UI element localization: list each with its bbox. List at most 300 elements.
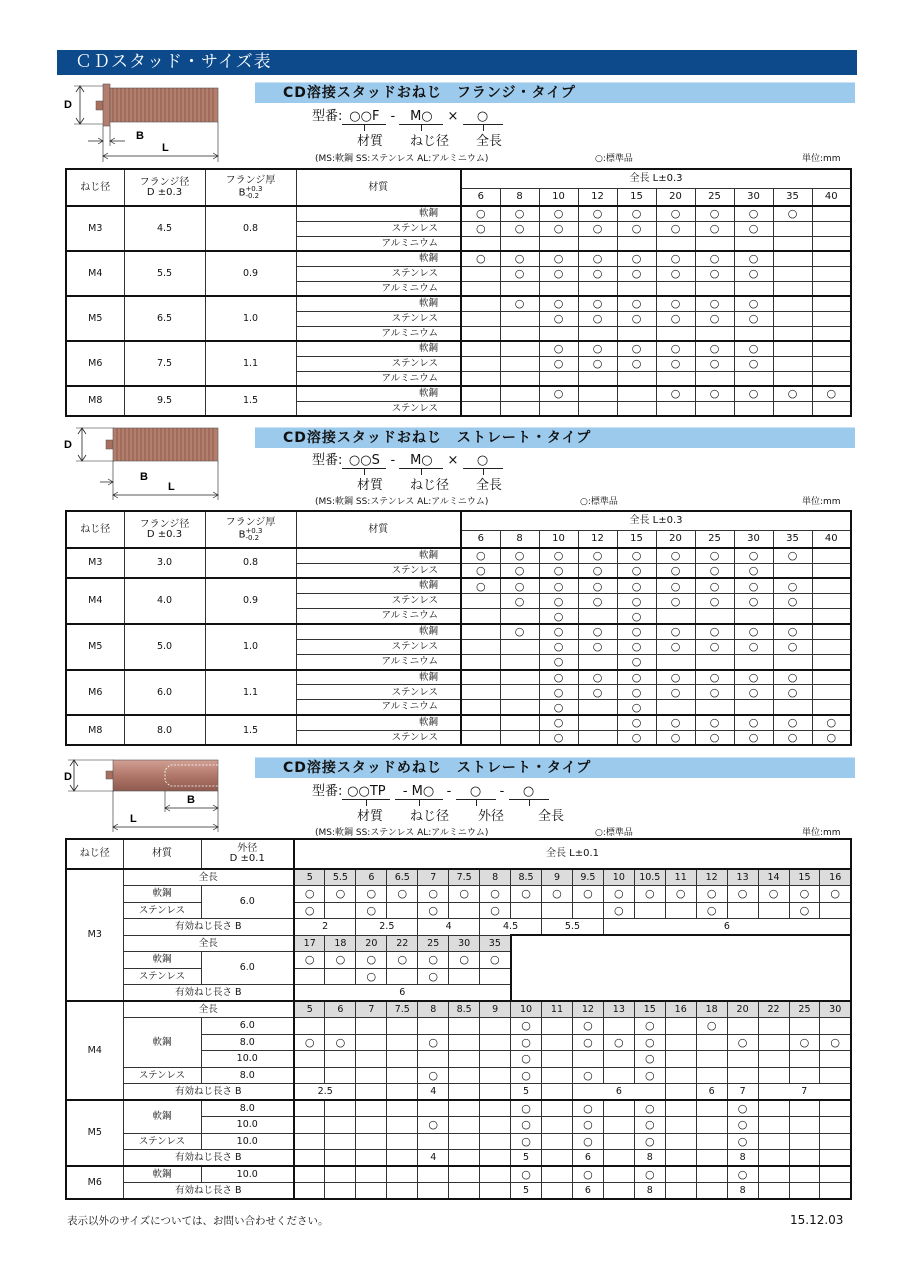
standard-mark: ○ xyxy=(572,1166,603,1183)
length-column-header: 15 xyxy=(789,869,820,886)
section-title-female: CD溶接スタッドめねじ ストレート・タイプ xyxy=(255,757,855,778)
standard-mark: ○ xyxy=(539,206,578,221)
standard-mark: ○ xyxy=(789,902,820,919)
empty-cell xyxy=(665,1166,696,1183)
flange-thickness: 0.8 xyxy=(205,548,296,578)
material: 軟鋼 xyxy=(296,206,461,221)
standard-mark: ○ xyxy=(539,730,578,745)
standard-mark: ○ xyxy=(294,952,325,969)
material: アルミニウム xyxy=(296,371,461,386)
empty-cell xyxy=(734,371,773,386)
standard-mark: ○ xyxy=(500,578,539,593)
standard-mark: ○ xyxy=(617,639,656,654)
model-prefix: 型番: xyxy=(312,453,343,468)
length-column-header: 30 xyxy=(820,1001,851,1018)
empty-cell xyxy=(449,1100,480,1117)
empty-cell xyxy=(480,1100,511,1117)
standard-mark: ○ xyxy=(734,251,773,266)
standard-mark: ○ xyxy=(480,902,511,919)
standard-mark: ○ xyxy=(617,311,656,326)
header-thread-size: ねじ径 xyxy=(66,511,124,548)
flange-diameter: 4.0 xyxy=(124,578,205,624)
standard-mark: ○ xyxy=(617,609,656,624)
standard-mark: ○ xyxy=(695,266,734,281)
standard-mark: ○ xyxy=(387,886,418,903)
empty-cell xyxy=(812,624,851,639)
empty-cell xyxy=(812,341,851,356)
table-row xyxy=(66,1067,851,1084)
table-row xyxy=(66,670,851,685)
table-row xyxy=(66,1166,851,1183)
empty-cell xyxy=(387,1150,418,1167)
empty-cell xyxy=(542,1117,573,1134)
length-column-header: 10 xyxy=(539,188,578,206)
empty-cell xyxy=(578,401,617,416)
standard-mark: ○ xyxy=(695,386,734,401)
standard-mark: ○ xyxy=(812,386,851,401)
length-column-header: 20 xyxy=(727,1001,758,1018)
empty-cell xyxy=(665,1133,696,1150)
straight-stud-diagram xyxy=(60,422,230,502)
standard-mark: ○ xyxy=(617,563,656,578)
standard-mark: ○ xyxy=(727,1117,758,1134)
empty-cell xyxy=(387,1183,418,1200)
flange-diameter: 3.0 xyxy=(124,548,205,578)
length-column-header: 13 xyxy=(603,1001,634,1018)
standard-mark: ○ xyxy=(695,730,734,745)
empty-cell xyxy=(812,296,851,311)
standard-mark: ○ xyxy=(656,639,695,654)
standard-mark: ○ xyxy=(634,1067,665,1084)
model-length-code: ○ xyxy=(463,109,503,125)
material: ステンレス xyxy=(296,401,461,416)
standard-mark: ○ xyxy=(500,266,539,281)
material: ステンレス xyxy=(296,639,461,654)
flange-thickness: 0.9 xyxy=(205,578,296,624)
effective-thread-length: 8 xyxy=(634,1183,665,1200)
standard-mark: ○ xyxy=(617,266,656,281)
outer-diameter: 10.0 xyxy=(201,1051,294,1068)
empty-cell xyxy=(656,236,695,251)
header-thread-size: ねじ径 xyxy=(66,839,123,869)
empty-cell xyxy=(603,1150,634,1167)
material: ステンレス xyxy=(296,266,461,281)
length-column-header: 15 xyxy=(617,530,656,548)
header-flange-thickness: フランジ厚 B+0.3 -0.2 xyxy=(205,169,296,206)
svg-text:B: B xyxy=(187,794,195,806)
empty-cell xyxy=(696,1183,727,1200)
empty-cell xyxy=(812,206,851,221)
table-row xyxy=(66,1183,851,1200)
standard-mark: ○ xyxy=(617,670,656,685)
standard-mark: ○ xyxy=(578,563,617,578)
empty-cell xyxy=(542,1034,573,1051)
empty-cell xyxy=(695,609,734,624)
empty-cell xyxy=(773,296,812,311)
standard-mark: ○ xyxy=(656,730,695,745)
length-column-header: 25 xyxy=(418,935,449,952)
effective-thread-length-label: 有効ねじ長さ B xyxy=(123,1150,294,1167)
empty-cell xyxy=(789,1051,820,1068)
length-column-header: 40 xyxy=(812,188,851,206)
standard-mark: ○ xyxy=(734,563,773,578)
length-column-header: 12 xyxy=(696,869,727,886)
flange-thickness: 0.9 xyxy=(205,251,296,296)
standard-mark: ○ xyxy=(734,670,773,685)
table-row xyxy=(66,341,851,356)
empty-cell xyxy=(325,1100,356,1117)
standard-mark: ○ xyxy=(734,548,773,563)
effective-thread-length: 6 xyxy=(294,985,511,1002)
material: アルミニウム xyxy=(296,654,461,669)
empty-cell xyxy=(542,1067,573,1084)
length-column-header: 8 xyxy=(500,188,539,206)
empty-cell xyxy=(617,371,656,386)
empty-cell xyxy=(603,1133,634,1150)
empty-cell xyxy=(542,1100,573,1117)
length-column-header: 10 xyxy=(511,1001,542,1018)
flange-diameter: 4.5 xyxy=(124,206,205,251)
header-flange-diameter: フランジ径 D ±0.3 xyxy=(124,169,205,206)
empty-cell xyxy=(812,281,851,296)
standard-mark: ○ xyxy=(511,1034,542,1051)
material: アルミニウム xyxy=(296,609,461,624)
total-length-label: 全長 xyxy=(123,1001,294,1018)
empty-cell xyxy=(734,401,773,416)
standard-mark: ○ xyxy=(461,563,500,578)
empty-cell xyxy=(572,1051,603,1068)
material-note: (MS:軟鋼 SS:ステンレス AL:アルミニウム) xyxy=(315,828,489,838)
length-column-header: 8 xyxy=(418,1001,449,1018)
standard-mark: ○ xyxy=(578,685,617,700)
length-column-header: 5 xyxy=(294,869,325,886)
footer-date: 15.12.03 xyxy=(790,1213,844,1227)
standard-mark: ○ xyxy=(449,952,480,969)
standard-mark: ○ xyxy=(695,311,734,326)
empty-cell xyxy=(665,1084,696,1101)
standard-mark: ○ xyxy=(656,670,695,685)
empty-cell xyxy=(542,1166,573,1183)
empty-cell xyxy=(665,1100,696,1117)
outer-diameter: 8.0 xyxy=(201,1034,294,1051)
empty-cell xyxy=(461,654,500,669)
flange-diameter: 8.0 xyxy=(124,715,205,745)
empty-cell xyxy=(387,902,418,919)
empty-cell xyxy=(325,1051,356,1068)
length-column-header: 11 xyxy=(665,869,696,886)
empty-cell xyxy=(789,1018,820,1035)
empty-cell xyxy=(617,326,656,341)
standard-mark: ○ xyxy=(617,624,656,639)
empty-cell xyxy=(727,1067,758,1084)
length-column-header: 16 xyxy=(665,1001,696,1018)
material: ステンレス xyxy=(296,311,461,326)
empty-cell xyxy=(500,371,539,386)
standard-mark: ○ xyxy=(617,654,656,669)
flange-type-size-table xyxy=(65,168,852,417)
standard-mark: ○ xyxy=(773,685,812,700)
standard-mark: ○ xyxy=(820,886,851,903)
length-column-header: 10 xyxy=(603,869,634,886)
empty-cell xyxy=(500,715,539,730)
empty-cell xyxy=(696,1166,727,1183)
svg-text:L: L xyxy=(168,481,175,493)
standard-mark: ○ xyxy=(634,1166,665,1183)
svg-text:D: D xyxy=(64,439,72,451)
empty-cell xyxy=(696,1034,727,1051)
empty-cell xyxy=(294,1067,325,1084)
empty-cell xyxy=(418,1018,449,1035)
flange-thickness: 1.5 xyxy=(205,715,296,745)
standard-mark: ○ xyxy=(578,251,617,266)
effective-thread-length: 5.5 xyxy=(542,919,604,936)
material: 軟鋼 xyxy=(296,624,461,639)
effective-thread-length: 7 xyxy=(727,1084,758,1101)
empty-cell xyxy=(294,1117,325,1134)
empty-cell xyxy=(578,326,617,341)
empty-cell xyxy=(539,371,578,386)
empty-cell xyxy=(449,1051,480,1068)
thread-size: M6 xyxy=(66,1166,123,1199)
standard-mark: ○ xyxy=(773,386,812,401)
length-column-header: 25 xyxy=(695,188,734,206)
empty-cell xyxy=(325,1133,356,1150)
length-column-header: 13 xyxy=(727,869,758,886)
empty-cell xyxy=(695,401,734,416)
standard-mark: ○ xyxy=(578,578,617,593)
standard-mark: ○ xyxy=(820,1034,851,1051)
material: 軟鋼 xyxy=(296,386,461,401)
model-label-material: 材質 xyxy=(357,134,384,149)
outer-diameter: 8.0 xyxy=(201,1100,294,1117)
standard-mark: ○ xyxy=(418,1067,449,1084)
header-total-length: 全長 L±0.3 xyxy=(461,169,851,188)
empty-cell xyxy=(773,371,812,386)
empty-cell xyxy=(356,1183,387,1200)
empty-cell xyxy=(656,609,695,624)
standard-mark: ○ xyxy=(418,902,449,919)
flange-thickness: 1.5 xyxy=(205,386,296,416)
empty-cell xyxy=(449,1084,480,1101)
standard-mark: ○ xyxy=(578,624,617,639)
empty-cell xyxy=(773,563,812,578)
standard-mark: ○ xyxy=(539,609,578,624)
material: ステンレス xyxy=(296,730,461,745)
empty-cell xyxy=(387,1117,418,1134)
flange-thickness: 1.0 xyxy=(205,296,296,341)
total-length-label: 全長 xyxy=(123,935,294,952)
standard-mark: ○ xyxy=(539,266,578,281)
empty-cell xyxy=(418,1133,449,1150)
empty-cell xyxy=(461,266,500,281)
standard-mark: ○ xyxy=(572,886,603,903)
empty-cell xyxy=(603,1018,634,1035)
standard-mark: ○ xyxy=(539,700,578,715)
outer-diameter: 10.0 xyxy=(201,1117,294,1134)
standard-mark: ○ xyxy=(480,886,511,903)
effective-thread-length: 5 xyxy=(511,1183,542,1200)
empty-cell xyxy=(656,654,695,669)
empty-cell xyxy=(356,1166,387,1183)
model-material-code: ○○S xyxy=(342,453,386,469)
empty-cell xyxy=(480,1067,511,1084)
empty-cell xyxy=(387,1018,418,1035)
empty-cell xyxy=(773,236,812,251)
standard-mark: ○ xyxy=(578,206,617,221)
standard-mark: ○ xyxy=(325,886,356,903)
length-column-header: 9 xyxy=(542,869,573,886)
empty-cell xyxy=(449,1150,480,1167)
empty-cell xyxy=(542,1051,573,1068)
standard-mark: ○ xyxy=(656,594,695,609)
length-column-header: 6 xyxy=(325,1001,356,1018)
empty-cell xyxy=(820,1100,851,1117)
empty-cell xyxy=(734,281,773,296)
standard-mark: ○ xyxy=(734,296,773,311)
standard-mark: ○ xyxy=(480,952,511,969)
flange-diameter: 5.5 xyxy=(124,251,205,296)
material: アルミニウム xyxy=(296,326,461,341)
effective-thread-length-label: 有効ねじ長さ B xyxy=(123,1084,294,1101)
empty-cell xyxy=(480,1117,511,1134)
length-column-header: 22 xyxy=(387,935,418,952)
length-column-header: 17 xyxy=(294,935,325,952)
standard-mark: ○ xyxy=(734,356,773,371)
standard-mark: ○ xyxy=(539,594,578,609)
standard-mark: ○ xyxy=(539,578,578,593)
empty-cell xyxy=(480,1150,511,1167)
model-label-thread: ねじ径 xyxy=(410,134,450,149)
flange-stud-diagram xyxy=(60,80,230,165)
empty-cell xyxy=(812,670,851,685)
empty-cell xyxy=(758,1018,789,1035)
standard-mark: ○ xyxy=(656,206,695,221)
empty-cell xyxy=(656,281,695,296)
table-row xyxy=(66,1133,851,1150)
empty-cell xyxy=(617,236,656,251)
standard-mark: ○ xyxy=(539,296,578,311)
standard-mark: ○ xyxy=(500,594,539,609)
empty-cell xyxy=(480,1018,511,1035)
empty-cell xyxy=(665,902,696,919)
material: ステンレス xyxy=(296,221,461,236)
empty-cell xyxy=(734,654,773,669)
empty-cell xyxy=(773,221,812,236)
empty-cell xyxy=(812,609,851,624)
standard-mark: ○ xyxy=(734,639,773,654)
empty-cell xyxy=(500,326,539,341)
standard-mark: ○ xyxy=(356,968,387,985)
empty-cell xyxy=(294,1150,325,1167)
standard-mark: ○ xyxy=(617,221,656,236)
empty-cell xyxy=(603,1166,634,1183)
empty-cell xyxy=(665,1051,696,1068)
empty-cell xyxy=(461,594,500,609)
model-separator: - xyxy=(499,784,505,799)
empty-cell xyxy=(461,624,500,639)
empty-cell xyxy=(461,341,500,356)
empty-cell xyxy=(758,1133,789,1150)
outer-diameter: 10.0 xyxy=(201,1166,294,1183)
standard-mark: ○ xyxy=(789,1034,820,1051)
material: 軟鋼 xyxy=(296,715,461,730)
unit-label: 単位:mm xyxy=(802,154,841,164)
standard-mark: ○ xyxy=(665,886,696,903)
standard-mark: ○ xyxy=(734,685,773,700)
empty-cell xyxy=(387,1067,418,1084)
standard-mark: ○ xyxy=(461,578,500,593)
model-number-female xyxy=(312,780,549,800)
header-total-length: 全長 L±0.3 xyxy=(461,511,851,530)
standard-mark: ○ xyxy=(656,386,695,401)
empty-cell xyxy=(387,968,418,985)
header-flange-diameter: フランジ径 D ±0.3 xyxy=(124,511,205,548)
empty-cell xyxy=(665,1183,696,1200)
standard-mark: ○ xyxy=(418,1034,449,1051)
standard-mark: ○ xyxy=(634,1133,665,1150)
empty-cell xyxy=(758,1183,789,1200)
standard-mark: ○ xyxy=(418,952,449,969)
empty-cell xyxy=(325,968,356,985)
table-row xyxy=(66,1001,851,1018)
material: 軟鋼 xyxy=(123,1100,201,1133)
empty-cell xyxy=(511,902,542,919)
material: ステンレス xyxy=(123,968,201,985)
standard-mark: ○ xyxy=(511,1117,542,1134)
empty-cell xyxy=(542,1183,573,1200)
empty-cell xyxy=(294,1133,325,1150)
empty-cell xyxy=(449,968,480,985)
table-row xyxy=(66,919,851,936)
material: 軟鋼 xyxy=(296,341,461,356)
standard-mark: ○ xyxy=(695,356,734,371)
standard-mark: ○ xyxy=(656,624,695,639)
model-separator: × xyxy=(447,109,459,124)
empty-cell xyxy=(727,1018,758,1035)
material: ステンレス xyxy=(296,594,461,609)
standard-mark: ○ xyxy=(356,886,387,903)
standard-mark: ○ xyxy=(734,266,773,281)
standard-mark: ○ xyxy=(656,356,695,371)
empty-cell xyxy=(665,1150,696,1167)
model-diameter-code: ○ xyxy=(456,784,496,800)
empty-cell xyxy=(603,1117,634,1134)
standard-mark: ○ xyxy=(758,886,789,903)
effective-thread-length: 4 xyxy=(418,919,480,936)
empty-cell xyxy=(820,1166,851,1183)
empty-cell xyxy=(325,1150,356,1167)
standard-mark: ○ xyxy=(734,715,773,730)
empty-cell xyxy=(578,386,617,401)
effective-thread-length: 8 xyxy=(727,1150,758,1167)
empty-cell xyxy=(789,1100,820,1117)
header-material: 材質 xyxy=(123,839,201,869)
empty-cell xyxy=(789,1117,820,1134)
effective-thread-length: 4.5 xyxy=(480,919,542,936)
empty-cell xyxy=(812,326,851,341)
standard-mark: ○ xyxy=(578,221,617,236)
length-column-header: 11 xyxy=(542,1001,573,1018)
material: ステンレス xyxy=(296,685,461,700)
empty-cell xyxy=(696,1117,727,1134)
standard-mark: ○ xyxy=(634,1018,665,1035)
empty-cell xyxy=(461,281,500,296)
standard-legend: ○:標準品 xyxy=(595,828,633,838)
standard-mark: ○ xyxy=(461,206,500,221)
table-row xyxy=(66,1018,851,1035)
standard-mark: ○ xyxy=(578,311,617,326)
model-thread-code: M○ xyxy=(399,109,443,125)
